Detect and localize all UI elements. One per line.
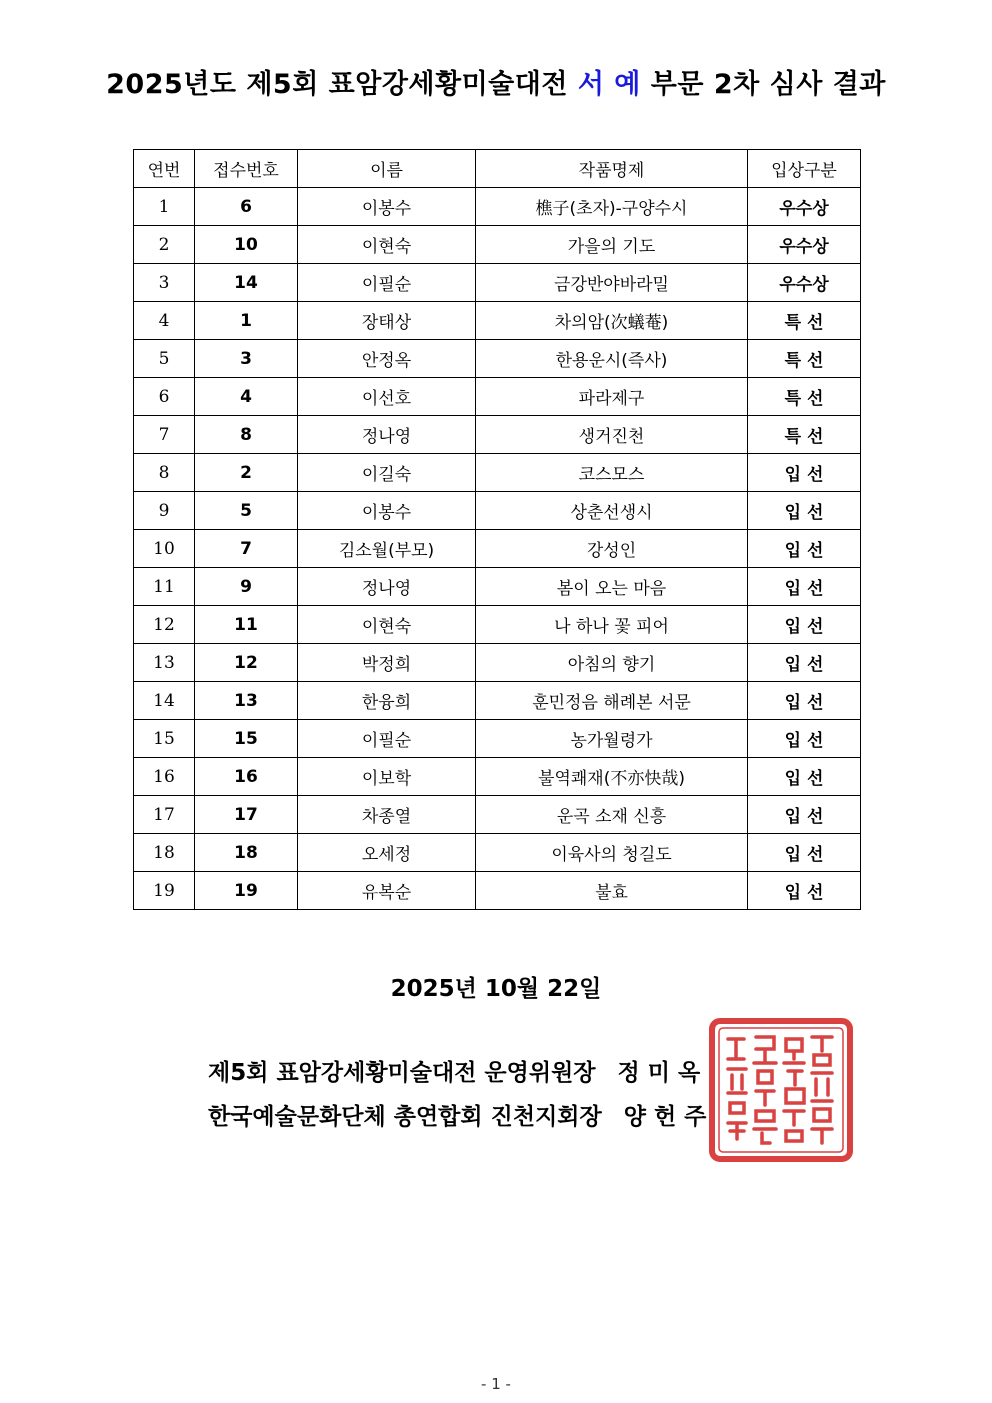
cell-receipt-no: 14 (195, 264, 298, 302)
cell-name: 차종열 (298, 796, 476, 834)
cell-name: 이현숙 (298, 226, 476, 264)
cell-receipt-no: 19 (195, 872, 298, 910)
table-row (134, 302, 861, 340)
cell-award: 특 선 (748, 378, 861, 416)
table-row (134, 340, 861, 378)
cell-receipt-no: 12 (195, 644, 298, 682)
header-work-title: 작품명제 (476, 150, 748, 188)
cell-seq: 8 (134, 454, 195, 492)
cell-work-title: 코스모스 (476, 454, 748, 492)
cell-name: 정나영 (298, 416, 476, 454)
signer-role: 제5회 표암강세황미술대전 운영위원장 (208, 1060, 596, 1086)
cell-name: 이길숙 (298, 454, 476, 492)
cell-seq: 10 (134, 530, 195, 568)
cell-receipt-no: 9 (195, 568, 298, 606)
table-row (134, 682, 861, 720)
cell-receipt-no: 2 (195, 454, 298, 492)
table-row (134, 416, 861, 454)
cell-receipt-no: 4 (195, 378, 298, 416)
document-title (0, 62, 992, 101)
cell-award: 특 선 (748, 416, 861, 454)
cell-name: 박정희 (298, 644, 476, 682)
cell-name: 이필순 (298, 264, 476, 302)
cell-award: 입 선 (748, 834, 861, 872)
cell-seq: 3 (134, 264, 195, 302)
cell-work-title: 파라제구 (476, 378, 748, 416)
cell-name: 안정옥 (298, 340, 476, 378)
cell-award: 입 선 (748, 644, 861, 682)
cell-work-title: 봄이 오는 마음 (476, 568, 748, 606)
cell-seq: 16 (134, 758, 195, 796)
cell-receipt-no: 8 (195, 416, 298, 454)
cell-award: 입 선 (748, 530, 861, 568)
cell-work-title: 가을의 기도 (476, 226, 748, 264)
cell-work-title: 농가월령가 (476, 720, 748, 758)
cell-award: 입 선 (748, 568, 861, 606)
cell-name: 이필순 (298, 720, 476, 758)
cell-receipt-no: 16 (195, 758, 298, 796)
cell-award: 입 선 (748, 682, 861, 720)
cell-name: 이봉수 (298, 492, 476, 530)
cell-award: 특 선 (748, 340, 861, 378)
cell-seq: 18 (134, 834, 195, 872)
signer-name: 정 미 옥 (617, 1060, 701, 1086)
cell-seq: 7 (134, 416, 195, 454)
title-category: 서 예 (577, 69, 641, 100)
cell-work-title: 나 하나 꽃 피어 (476, 606, 748, 644)
cell-name: 이선호 (298, 378, 476, 416)
table-row (134, 454, 861, 492)
cell-name: 장태상 (298, 302, 476, 340)
cell-work-title: 운곡 소재 신흥 (476, 796, 748, 834)
cell-seq: 14 (134, 682, 195, 720)
cell-award: 특 선 (748, 302, 861, 340)
table-row (134, 834, 861, 872)
cell-seq: 5 (134, 340, 195, 378)
cell-work-title: 한용운시(즉사) (476, 340, 748, 378)
title-prefix: 2025년도 제5회 표암강세황미술대전 (106, 69, 578, 100)
header-name: 이름 (298, 150, 476, 188)
table-row (134, 872, 861, 910)
cell-name: 오세정 (298, 834, 476, 872)
cell-work-title: 樵子(초자)-구양수시 (476, 188, 748, 226)
cell-seq: 15 (134, 720, 195, 758)
cell-receipt-no: 3 (195, 340, 298, 378)
cell-award: 입 선 (748, 492, 861, 530)
cell-receipt-no: 7 (195, 530, 298, 568)
cell-seq: 1 (134, 188, 195, 226)
document-date: 2025년 10월 22일 (390, 976, 602, 1002)
cell-work-title: 상춘선생시 (476, 492, 748, 530)
cell-award: 우수상 (748, 226, 861, 264)
cell-work-title: 불역쾌재(不亦快哉) (476, 758, 748, 796)
signature-line-2 (208, 1098, 706, 1131)
signature-line-1 (208, 1054, 700, 1087)
cell-receipt-no: 11 (195, 606, 298, 644)
cell-award: 입 선 (748, 606, 861, 644)
cell-seq: 17 (134, 796, 195, 834)
cell-work-title: 금강반야바라밀 (476, 264, 748, 302)
header-award: 입상구분 (748, 150, 861, 188)
cell-work-title: 이육사의 청길도 (476, 834, 748, 872)
table-row (134, 796, 861, 834)
cell-award: 입 선 (748, 796, 861, 834)
cell-name: 이봉수 (298, 188, 476, 226)
cell-receipt-no: 15 (195, 720, 298, 758)
cell-seq: 4 (134, 302, 195, 340)
cell-name: 한융희 (298, 682, 476, 720)
signer-name: 양 헌 주 (623, 1104, 707, 1130)
cell-name: 이보학 (298, 758, 476, 796)
table-row (134, 530, 861, 568)
cell-award: 우수상 (748, 264, 861, 302)
cell-seq: 11 (134, 568, 195, 606)
cell-seq: 9 (134, 492, 195, 530)
table-row (134, 644, 861, 682)
table-row (134, 378, 861, 416)
table-row (134, 264, 861, 302)
cell-seq: 6 (134, 378, 195, 416)
cell-work-title: 불효 (476, 872, 748, 910)
cell-award: 우수상 (748, 188, 861, 226)
cell-award: 입 선 (748, 758, 861, 796)
cell-receipt-no: 10 (195, 226, 298, 264)
cell-name: 유복순 (298, 872, 476, 910)
table-row (134, 188, 861, 226)
cell-receipt-no: 5 (195, 492, 298, 530)
table-row (134, 492, 861, 530)
cell-seq: 2 (134, 226, 195, 264)
cell-work-title: 강성인 (476, 530, 748, 568)
table-row (134, 758, 861, 796)
cell-work-title: 아침의 향기 (476, 644, 748, 682)
official-seal-icon (708, 1017, 854, 1163)
cell-award: 입 선 (748, 872, 861, 910)
page-number: - 1 - (481, 1375, 511, 1393)
cell-receipt-no: 6 (195, 188, 298, 226)
header-receipt-no: 접수번호 (195, 150, 298, 188)
cell-award: 입 선 (748, 720, 861, 758)
table-row (134, 568, 861, 606)
cell-seq: 19 (134, 872, 195, 910)
results-table (133, 149, 861, 910)
cell-award: 입 선 (748, 454, 861, 492)
table-row (134, 606, 861, 644)
cell-work-title: 생거진천 (476, 416, 748, 454)
cell-name: 정나영 (298, 568, 476, 606)
title-suffix: 부문 2차 심사 결과 (640, 69, 886, 100)
cell-receipt-no: 18 (195, 834, 298, 872)
cell-receipt-no: 17 (195, 796, 298, 834)
header-seq: 연번 (134, 150, 195, 188)
table-row (134, 226, 861, 264)
cell-receipt-no: 1 (195, 302, 298, 340)
table-body (134, 188, 861, 910)
table-row (134, 720, 861, 758)
cell-name: 이현숙 (298, 606, 476, 644)
cell-name: 김소월(부모) (298, 530, 476, 568)
cell-receipt-no: 13 (195, 682, 298, 720)
cell-work-title: 차의암(次蟻菴) (476, 302, 748, 340)
table-header-row (134, 150, 861, 188)
cell-work-title: 훈민정음 해례본 서문 (476, 682, 748, 720)
signer-role: 한국예술문화단체 총연합회 진천지회장 (208, 1104, 602, 1130)
cell-seq: 12 (134, 606, 195, 644)
cell-seq: 13 (134, 644, 195, 682)
